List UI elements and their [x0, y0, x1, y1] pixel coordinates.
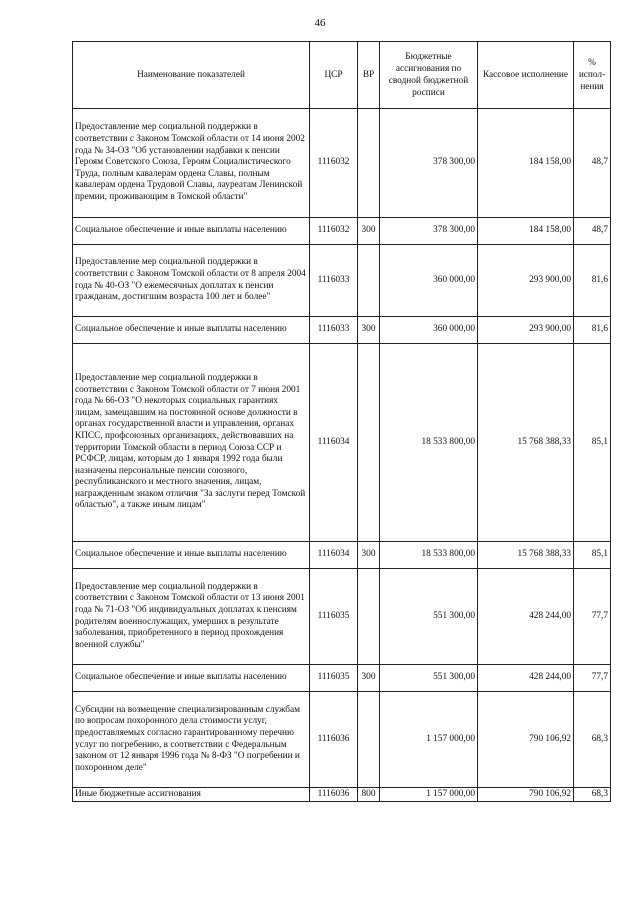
row-cash: 293 900,00 — [478, 245, 574, 317]
header-cash: Кассовое исполнение — [478, 42, 574, 109]
row-cash: 790 106,92 — [478, 788, 574, 802]
row-budget: 378 300,00 — [380, 218, 478, 245]
row-csr: 1116035 — [310, 569, 358, 665]
header-percent: % испол- нения — [574, 42, 611, 109]
row-name: Субсидии на возмещение специализированным службам по вопросам похоронного дела стоимости услуг, предоставляемых согласно гарантированному перечню услуг по погребению, в соответствии с Федеральным законом от 12 января 1996 года № 8-ФЗ "О погребении и похоронном деле" — [73, 692, 310, 788]
row-budget: 1 157 000,00 — [380, 692, 478, 788]
row-csr: 1116032 — [310, 109, 358, 218]
row-percent: 85,1 — [574, 542, 611, 569]
table-row — [73, 692, 611, 788]
row-vr: 300 — [358, 542, 380, 569]
row-percent: 68,3 — [574, 788, 611, 802]
row-cash: 15 768 388,33 — [478, 542, 574, 569]
row-csr: 1116033 — [310, 245, 358, 317]
row-vr — [358, 344, 380, 542]
row-budget: 360 000,00 — [380, 245, 478, 317]
row-cash: 428 244,00 — [478, 665, 574, 692]
row-budget: 551 300,00 — [380, 665, 478, 692]
row-cash: 15 768 388,33 — [478, 344, 574, 542]
header-name: Наименование показателей — [73, 42, 310, 109]
row-vr — [358, 109, 380, 218]
row-budget: 18 533 800,00 — [380, 344, 478, 542]
row-percent: 48,7 — [574, 109, 611, 218]
row-name: Социальное обеспечение и иные выплаты населению — [73, 317, 310, 344]
row-csr: 1116032 — [310, 218, 358, 245]
header-budget: Бюджетные ассигнования по сводной бюджетной росписи — [380, 42, 478, 109]
row-name: Предоставление мер социальной поддержки в соответствии с Законом Томской области от 13 июня 2001 года № 71-ОЗ "Об индивидуальных доплатах к пенсиям родителям военнослужащих, умерших в результате заболевания, приобретенного в период прохождения военной службы" — [73, 569, 310, 665]
row-csr: 1116033 — [310, 317, 358, 344]
table-row — [73, 317, 611, 344]
row-name: Предоставление мер социальной поддержки в соответствии с Законом Томской области от 7 июня 2001 года № 66-ОЗ "О некоторых социальных гарантиях лицам, замещавшим на постоянной основе должности в органах государственной власти и управления, органах КПСС, профсоюзных организациях, действовавших на территории Томской области в период Союза ССР и РСФСР, лицам, которым до 1 января 1992 года были назначены персональные пенсии союзного, республиканского и местного значения, лицам, награжденным знаком отличия "За заслуги перед Томской областью", а также иным лицам" — [73, 344, 310, 542]
table-row — [73, 344, 611, 542]
row-csr: 1116034 — [310, 344, 358, 542]
table-row — [73, 542, 611, 569]
row-percent: 77,7 — [574, 665, 611, 692]
row-budget: 18 533 800,00 — [380, 542, 478, 569]
row-percent: 85,1 — [574, 344, 611, 542]
row-percent: 77,7 — [574, 569, 611, 665]
row-name: Предоставление мер социальной поддержки в соответствии с Законом Томской области от 14 июня 2002 года № 34-ОЗ "Об установлении надбавки к пенсии Героям Советского Союза, Героям Социалистического Труда, полным кавалерам ордена Славы, полным кавалерам ордена Трудовой Славы, лауреатам Ленинской премии, проживающим в Томской области" — [73, 109, 310, 218]
row-percent: 81,6 — [574, 317, 611, 344]
row-csr: 1116035 — [310, 665, 358, 692]
row-vr — [358, 245, 380, 317]
table-row — [73, 569, 611, 665]
row-vr: 300 — [358, 218, 380, 245]
header-csr: ЦСР — [310, 42, 358, 109]
row-cash: 293 900,00 — [478, 317, 574, 344]
table-row — [73, 218, 611, 245]
row-name: Предоставление мер социальной поддержки в соответствии с Законом Томской области от 8 апреля 2004 года № 40-ОЗ "О ежемесячных доплатах к пенсии гражданам, достигшим возраста 100 лет и более" — [73, 245, 310, 317]
row-percent: 48,7 — [574, 218, 611, 245]
table-row — [73, 788, 611, 802]
row-csr: 1116034 — [310, 542, 358, 569]
row-name: Социальное обеспечение и иные выплаты населению — [73, 542, 310, 569]
row-name: Иные бюджетные ассигнования — [73, 788, 310, 802]
row-budget: 551 300,00 — [380, 569, 478, 665]
row-vr: 800 — [358, 788, 380, 802]
row-cash: 184 158,00 — [478, 109, 574, 218]
row-budget: 378 300,00 — [380, 109, 478, 218]
table-row — [73, 665, 611, 692]
row-csr: 1116036 — [310, 692, 358, 788]
row-csr: 1116036 — [310, 788, 358, 802]
row-cash: 184 158,00 — [478, 218, 574, 245]
row-name: Социальное обеспечение и иные выплаты населению — [73, 218, 310, 245]
row-percent: 81,6 — [574, 245, 611, 317]
row-cash: 790 106,92 — [478, 692, 574, 788]
row-name: Социальное обеспечение и иные выплаты населению — [73, 665, 310, 692]
row-percent: 68,3 — [574, 692, 611, 788]
row-vr — [358, 692, 380, 788]
header-vr: ВР — [358, 42, 380, 109]
row-cash: 428 244,00 — [478, 569, 574, 665]
table-row — [73, 245, 611, 317]
row-vr — [358, 569, 380, 665]
row-vr: 300 — [358, 317, 380, 344]
table-header-row — [73, 42, 611, 109]
row-vr: 300 — [358, 665, 380, 692]
row-budget: 360 000,00 — [380, 317, 478, 344]
table-row — [73, 109, 611, 218]
budget-execution-table — [72, 41, 611, 802]
row-budget: 1 157 000,00 — [380, 788, 478, 802]
page-number: 46 — [314, 17, 326, 29]
